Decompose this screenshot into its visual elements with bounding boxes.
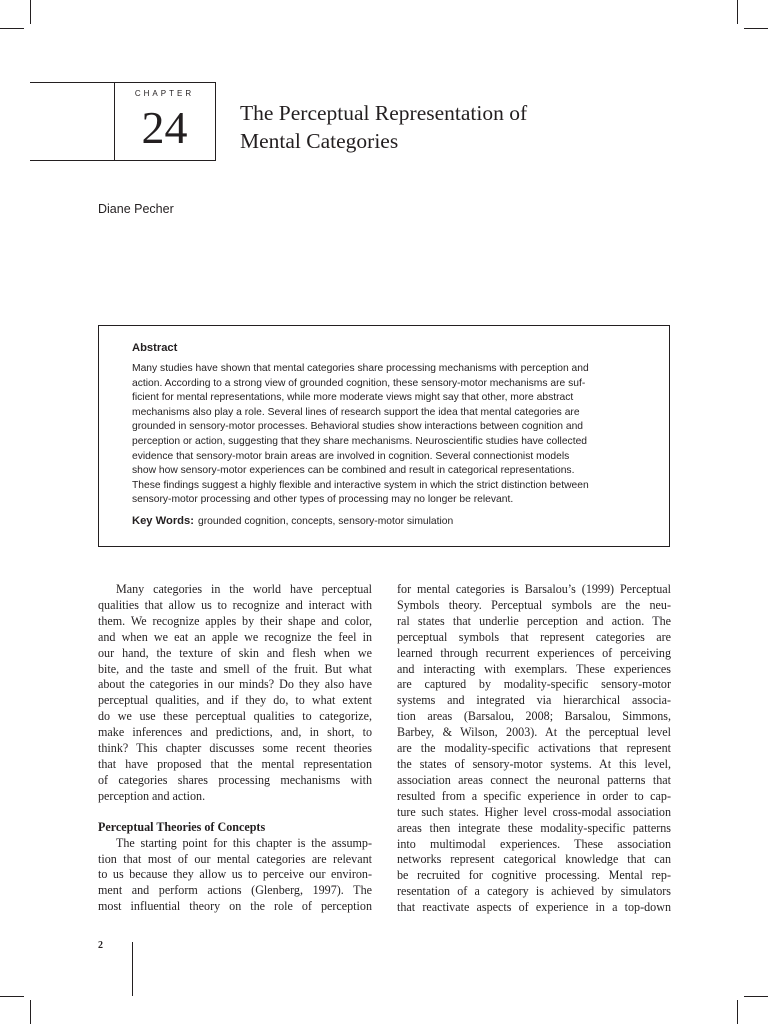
text-line: for mental categories is Barsalou’s (1999) Perceptual	[397, 582, 671, 596]
text-line: most influential theory on the role of perception	[98, 899, 372, 914]
crop-mark	[30, 0, 31, 24]
text-line: into multimodal experiences. These association	[397, 836, 671, 851]
abstract-heading: Abstract	[132, 342, 178, 354]
keywords-value: grounded cognition, concepts, sensory-motor simulation	[197, 516, 454, 527]
text-line: tion areas (Barsalou, 2008; Barsalou, Simmons,	[397, 709, 671, 724]
abstract-text	[132, 362, 654, 508]
text-line: The starting point for this chapter is the assump-	[116, 835, 372, 850]
text-line: perceptual qualities, and if they do, to what extent	[98, 693, 372, 708]
abstract-line: sensory-motor processing and other types of processing may no longer be relevant.	[132, 494, 514, 506]
text-line: that have proposed that the mental representation	[98, 756, 372, 771]
text-line: Many categories in the world have perceptual	[116, 582, 372, 596]
crop-mark	[737, 0, 738, 24]
text-line: networks represent categorical knowledge that can	[397, 852, 671, 867]
text-line: perceptual symbols that represent categories are	[397, 629, 671, 644]
text-line: our hand, the texture of skin and flesh when we	[98, 645, 372, 660]
text-line: learned through recurrent experiences of perceiving	[397, 645, 671, 660]
text-line: ment and perform actions (Glenberg, 1997). The	[98, 883, 372, 898]
section-heading: Perceptual Theories of Concepts	[98, 819, 266, 834]
abstract-line: Many studies have shown that mental categories share processing mechanisms with perception and	[132, 363, 589, 374]
text-line: Symbols theory. Perceptual symbols are the neu-	[397, 597, 671, 612]
keywords	[132, 515, 453, 527]
text-line: do we use these perceptual qualities to categorize,	[98, 709, 372, 724]
crop-mark	[744, 996, 768, 997]
text-line: tion that most of our mental categories are relevant	[98, 851, 372, 866]
text-line: make inferences and predictions, and, in short, to	[98, 725, 372, 740]
chapter-rule	[215, 82, 216, 161]
text-line: and when we eat an apple we recognize the feel in	[98, 629, 372, 644]
page-number: 2	[98, 940, 103, 951]
chapter-title-line: Mental Categories	[240, 129, 399, 153]
text-line: ral states that underlie perception and action. The	[397, 613, 671, 628]
abstract-box	[98, 325, 670, 547]
abstract-line: ficient for mental representations, while more moderate views might say that other, more abstract	[132, 392, 574, 404]
text-line: about the categories in our minds? Do they also have	[98, 677, 372, 692]
abstract-line: These findings suggest a highly flexible and interactive system in which the strict distinction between	[132, 479, 589, 491]
keywords-label: Key Words:	[132, 515, 194, 527]
text-line: association areas connect the neuronal patterns that	[397, 772, 671, 787]
text-line: the states of sensory-motor systems. At this level,	[397, 756, 671, 771]
text-line: to us because they allow us to perceive our environ-	[98, 867, 372, 882]
right-column	[397, 582, 671, 916]
chapter-rule	[30, 160, 215, 161]
text-line: be recruited for cognitive processing. Mental rep-	[397, 868, 671, 883]
text-line: qualities that allow us to recognize and interact with	[98, 597, 372, 612]
text-line: that reactivate aspects of experience in a top-down	[397, 900, 671, 915]
abstract-line: mechanisms also play a role. Several lines of research support the idea that mental categories are	[132, 406, 580, 418]
chapter-rule	[30, 82, 215, 83]
text-line: are the modality-specific activations that represent	[397, 741, 671, 756]
text-line: are captured by modality-specific sensory-motor	[397, 677, 671, 692]
chapter-title-line: The Perceptual Representation of	[240, 101, 528, 125]
left-column	[98, 582, 372, 915]
text-line: Barbey, & Wilson, 2003). At the perceptual level	[397, 725, 671, 740]
text-line: resentation of a category is achieved by simulators	[397, 884, 671, 899]
abstract-line: action. According to a strong view of grounded cognition, these sensory-motor mechanisms are suf-	[132, 377, 586, 389]
crop-mark	[0, 996, 24, 997]
text-line: bite, and the taste and smell of the fruit. But what	[98, 661, 372, 676]
abstract-line: show how sensory-motor experiences can be combined and result in categorical representations.	[132, 465, 575, 477]
text-line: and interacting with exemplars. These experiences	[397, 661, 671, 676]
crop-mark	[744, 28, 768, 29]
author-name: Diane Pecher	[98, 202, 174, 216]
abstract-line: perception or action, suggesting that they share mechanisms. Neuroscientific studies have collected	[132, 435, 588, 447]
text-line: of categories shares processing mechanisms with	[98, 772, 372, 787]
footer-rule	[132, 942, 133, 996]
abstract-line: evidence that sensory-motor brain areas are involved in cognition. Several connectionist models	[132, 450, 570, 462]
abstract-line: grounded in sensory-motor processes. Behavioral studies show interactions between cognition and	[132, 421, 584, 433]
text-line: them. We recognize apples by their shape and color,	[98, 613, 372, 628]
text-line: think? This chapter discusses some recent theories	[98, 741, 372, 756]
text-line: perception and action.	[98, 788, 206, 803]
text-line: areas then integrate these modality-specific patterns	[397, 820, 671, 835]
text-line: ture such states. Higher level cross-modal association	[397, 804, 671, 819]
text-line: resulted from a specific experience in order to cap-	[397, 788, 671, 803]
chapter-title	[240, 99, 660, 155]
chapter-label: CHAPTER	[134, 89, 195, 98]
crop-mark	[737, 1000, 738, 1024]
crop-mark	[0, 28, 24, 29]
text-line: systems and integrated via hierarchical associa-	[397, 693, 671, 708]
chapter-number: 24	[141, 102, 188, 153]
crop-mark	[30, 1000, 31, 1024]
